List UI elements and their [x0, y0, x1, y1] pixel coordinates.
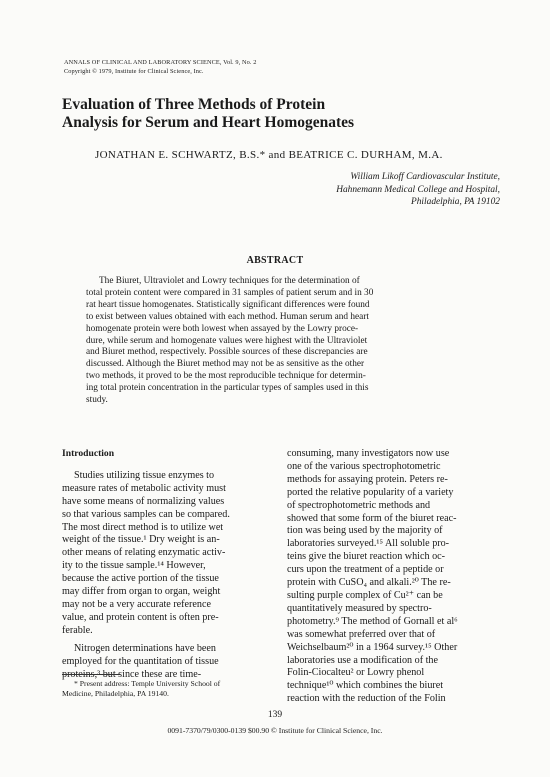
body-line: proteins,³ but since these are time- [62, 668, 202, 680]
left-column [62, 448, 280, 681]
footnote-line: * Present address: Temple University School of [74, 679, 221, 688]
affiliation [336, 171, 500, 209]
body-line: showed that some form of the biuret reac- [287, 512, 457, 524]
body-line: curs upon the treatment of a peptide or [287, 564, 444, 576]
title-line-2: Analysis for Serum and Heart Homogenates [62, 114, 355, 131]
body-line: employed for the quantitation of tissue [62, 655, 219, 667]
article-title [62, 96, 354, 132]
abstract-line: The Biuret, Ultraviolet and Lowry techniques for the determination of [99, 276, 360, 286]
body-line: The most direct method is to utilize wet [62, 521, 224, 533]
body-line: may not be a very accurate reference [62, 598, 211, 610]
body-line: technique¹⁰ which combines the biuret [287, 680, 444, 692]
abstract-line: homogenate protein were both lowest when assayed by the Lowry proce- [86, 323, 359, 334]
right-column [287, 448, 502, 706]
body-line: one of the various spectrophotometric [287, 460, 441, 472]
copyright-footer: 0091-7370/79/0300-0139 $00.90 © Institute for Clinical Science, Inc. [167, 726, 383, 735]
body-line: Weichselbaum²⁰ in a 1964 survey.¹⁵ Other [287, 641, 458, 653]
abstract-heading: ABSTRACT [246, 255, 304, 266]
page-number: 139 [267, 710, 283, 720]
abstract-line: study. [86, 395, 108, 406]
body-line: because the active portion of the tissue [62, 573, 219, 585]
footnote-line: Medicine, Philadelphia, PA 19140. [62, 689, 169, 698]
body-line: tion was being used by the majority of [287, 525, 443, 537]
body-line: Studies utilizing tissue enzymes to [74, 469, 215, 481]
body-line: protein with CuSO₄ and alkali.²⁰ The re- [287, 577, 451, 589]
body-line: may differ from organ to organ, weight [62, 586, 221, 598]
abstract-line: and Biuret method, respectively. Possible sources of these discrepancies are [86, 347, 368, 358]
abstract-line: to exist between values obtained with each method. Human serum and heart [86, 311, 369, 322]
body-line: sulting purple complex of Cu²⁺ can be [287, 589, 443, 601]
authors: JONATHAN E. SCHWARTZ, B.S.* and BEATRICE C. DURHAM, M.A. [95, 149, 443, 161]
affiliation-line: Hahnemann Medical College and Hospital, [336, 184, 500, 195]
body-line: value, and protein content is often pre- [62, 611, 219, 623]
journal-header [64, 59, 256, 76]
body-line: so that various samples can be compared. [62, 508, 230, 520]
body-line: quantitatively measured by spectro- [287, 602, 432, 614]
abstract-line: rat heart tissue homogenates. Statistically significant differences were found [86, 299, 370, 310]
body-line: photometry.⁹ The method of Gornall et al⁶ [287, 615, 458, 627]
body-line: weight of the tissue.¹ Dry weight is an- [62, 534, 220, 546]
journal-copyright: Copyright © 1979, Institute for Clinical Science, Inc. [64, 67, 204, 75]
body-line: ity to the tissue sample.¹⁴ However, [62, 560, 206, 572]
body-line: laboratories use a modification of the [287, 654, 438, 666]
abstract-line: dure, while serum and homogenate values were highest with the Ultraviolet [86, 335, 368, 346]
abstract-line: total protein content were compared in 31 samples of patient serum and in 30 [86, 287, 374, 298]
section-heading-introduction: Introduction [62, 448, 115, 459]
abstract-line: discussed. Although the Biuret method may not be as sensitive as the other [86, 359, 365, 370]
affiliation-line: William Likoff Cardiovascular Institute, [350, 172, 500, 182]
body-line: Nitrogen determinations have been [74, 642, 216, 654]
footnote [62, 679, 220, 699]
body-line: Folin-Ciocalteu² or Lowry phenol [287, 667, 425, 679]
body-line: was somewhat preferred over that of [287, 628, 436, 640]
journal-name: ANNALS OF CLINICAL AND LABORATORY SCIENCE, Vol. 9, No. 2 [64, 59, 257, 66]
abstract-line: ing total protein concentration in the particular types of samples used in this [86, 383, 369, 394]
body-line: measure rates of metabolic activity must [62, 482, 226, 494]
body-line: of spectrophotometric methods and [287, 499, 431, 511]
abstract-line: two methods, it proved to be the most reproducible technique for determin- [86, 371, 366, 382]
abstract-body [86, 276, 482, 407]
affiliation-line: Philadelphia, PA 19102 [411, 197, 500, 207]
body-line: consuming, many investigators now use [287, 448, 450, 459]
body-line: methods for assaying protein. Peters re- [287, 473, 448, 485]
body-line: ferable. [62, 624, 93, 636]
footnote-divider [62, 674, 120, 675]
body-line: have some means of normalizing values [62, 495, 225, 507]
body-line: ported the relative popularity of a variety [287, 486, 454, 498]
body-line: reaction with the reduction of the Folin [287, 693, 446, 705]
body-line: teins give the biuret reaction which oc- [287, 551, 446, 563]
title-line-1: Evaluation of Three Methods of Protein [62, 96, 326, 113]
body-line: laboratories surveyed.¹⁵ All soluble pro- [287, 538, 450, 550]
body-line: other means of relating enzymatic activ- [62, 547, 226, 559]
